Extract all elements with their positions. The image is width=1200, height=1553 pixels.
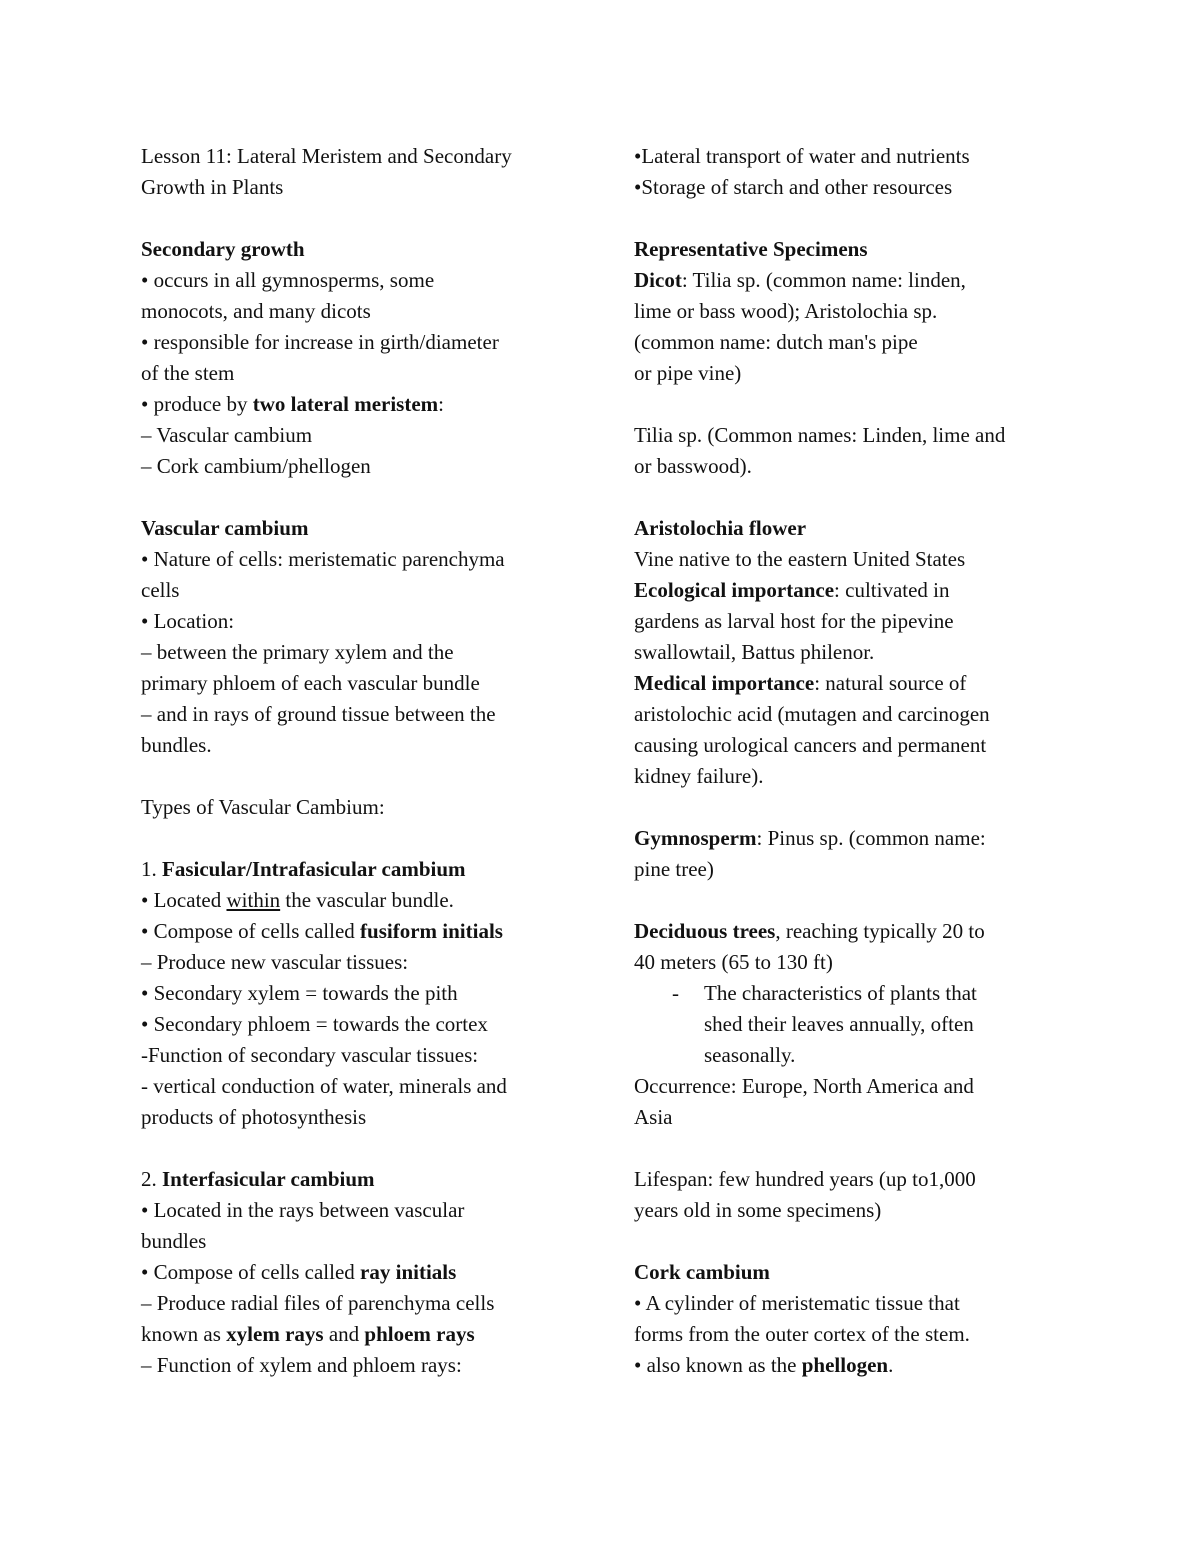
- text-line: Asia: [634, 1105, 673, 1129]
- text-line: Dicot: Tilia sp. (common name: linden,: [634, 268, 966, 292]
- text-line: bundles: [141, 1229, 207, 1253]
- text-line: years old in some specimens): [634, 1198, 882, 1222]
- secondary-growth-heading: Secondary growth: [141, 237, 305, 261]
- text-line: • Secondary xylem = towards the pith: [141, 981, 458, 1005]
- text-line: – between the primary xylem and the: [141, 640, 454, 664]
- text-line: • occurs in all gymnosperms, some: [141, 268, 435, 292]
- text-line: • Nature of cells: meristematic parenchyma: [141, 547, 505, 571]
- text-line: pine tree): [634, 857, 714, 881]
- text-line: swallowtail, Battus philenor.: [634, 640, 875, 664]
- text-line: • produce by two lateral meristem:: [141, 392, 445, 416]
- cork-cambium-heading: Cork cambium: [634, 1260, 770, 1284]
- text-line: • Compose of cells called ray initials: [141, 1260, 457, 1284]
- text-line: seasonally.: [704, 1043, 796, 1067]
- fasicular-heading: 1. Fasicular/Intrafasicular cambium: [141, 857, 466, 881]
- text-line: - vertical conduction of water, minerals and: [141, 1074, 507, 1098]
- text-line: •Storage of starch and other resources: [634, 175, 953, 199]
- text-line: • A cylinder of meristematic tissue that: [634, 1291, 960, 1315]
- text-line: Lifespan: few hundred years (up to1,000: [634, 1167, 976, 1191]
- text-line: – Produce new vascular tissues:: [141, 950, 409, 974]
- text-line: • Compose of cells called fusiform initials: [141, 919, 503, 943]
- text-line: • responsible for increase in girth/diameter: [141, 330, 499, 354]
- text-line: kidney failure).: [634, 764, 764, 788]
- text-line: bundles.: [141, 733, 212, 757]
- text-line: • Secondary phloem = towards the cortex: [141, 1012, 488, 1036]
- text-line: 40 meters (65 to 130 ft): [634, 950, 833, 974]
- right-column: [634, 141, 1064, 1381]
- vascular-cambium-heading: Vascular cambium: [141, 516, 309, 540]
- lesson-title-line-2: Growth in Plants: [141, 175, 284, 199]
- text-line: • Located within the vascular bundle.: [141, 888, 454, 912]
- aristolochia-heading: Aristolochia flower: [634, 516, 807, 540]
- dash-marker: -: [672, 981, 679, 1005]
- text-line: • Located in the rays between vascular: [141, 1198, 465, 1222]
- text-line: Vine native to the eastern United States: [634, 547, 966, 571]
- text-line: • Location:: [141, 609, 235, 633]
- text-line: The characteristics of plants that: [704, 981, 977, 1005]
- text-line: Occurrence: Europe, North America and: [634, 1074, 974, 1098]
- interfasicular-heading: 2. Interfasicular cambium: [141, 1167, 375, 1191]
- text-line: lime or bass wood); Aristolochia sp.: [634, 299, 938, 323]
- text-line: primary phloem of each vascular bundle: [141, 671, 480, 695]
- text-line: forms from the outer cortex of the stem.: [634, 1322, 970, 1346]
- types-heading: Types of Vascular Cambium:: [141, 795, 385, 819]
- dash-list-item: [634, 978, 1064, 1071]
- text-line: Deciduous trees, reaching typically 20 to: [634, 919, 985, 943]
- text-line: monocots, and many dicots: [141, 299, 371, 323]
- text-line: – Cork cambium/phellogen: [141, 454, 371, 478]
- text-line: aristolochic acid (mutagen and carcinogen: [634, 702, 990, 726]
- text-line: – and in rays of ground tissue between the: [141, 702, 496, 726]
- text-line: shed their leaves annually, often: [704, 1012, 974, 1036]
- text-line: gardens as larval host for the pipevine: [634, 609, 954, 633]
- text-line: -Function of secondary vascular tissues:: [141, 1043, 479, 1067]
- text-line: products of photosynthesis: [141, 1105, 367, 1129]
- text-line: • also known as the phellogen.: [634, 1353, 894, 1377]
- text-line: •Lateral transport of water and nutrients: [634, 144, 970, 168]
- left-column: [141, 141, 571, 1381]
- lesson-title-line-1: Lesson 11: Lateral Meristem and Secondary: [141, 144, 512, 168]
- text-line: cells: [141, 578, 180, 602]
- text-line: known as xylem rays and phloem rays: [141, 1322, 475, 1346]
- text-line: of the stem: [141, 361, 235, 385]
- text-line: – Function of xylem and phloem rays:: [141, 1353, 462, 1377]
- text-line: – Vascular cambium: [141, 423, 313, 447]
- text-line: Tilia sp. (Common names: Linden, lime and: [634, 423, 1006, 447]
- text-line: (common name: dutch man's pipe: [634, 330, 918, 354]
- representative-specimens-heading: Representative Specimens: [634, 237, 868, 261]
- text-line: causing urological cancers and permanent: [634, 733, 987, 757]
- text-line: Gymnosperm: Pinus sp. (common name:: [634, 826, 986, 850]
- text-line: Medical importance: natural source of: [634, 671, 967, 695]
- text-line: or pipe vine): [634, 361, 742, 385]
- text-line: Ecological importance: cultivated in: [634, 578, 950, 602]
- text-line: – Produce radial files of parenchyma cells: [141, 1291, 495, 1315]
- text-line: or basswood).: [634, 454, 752, 478]
